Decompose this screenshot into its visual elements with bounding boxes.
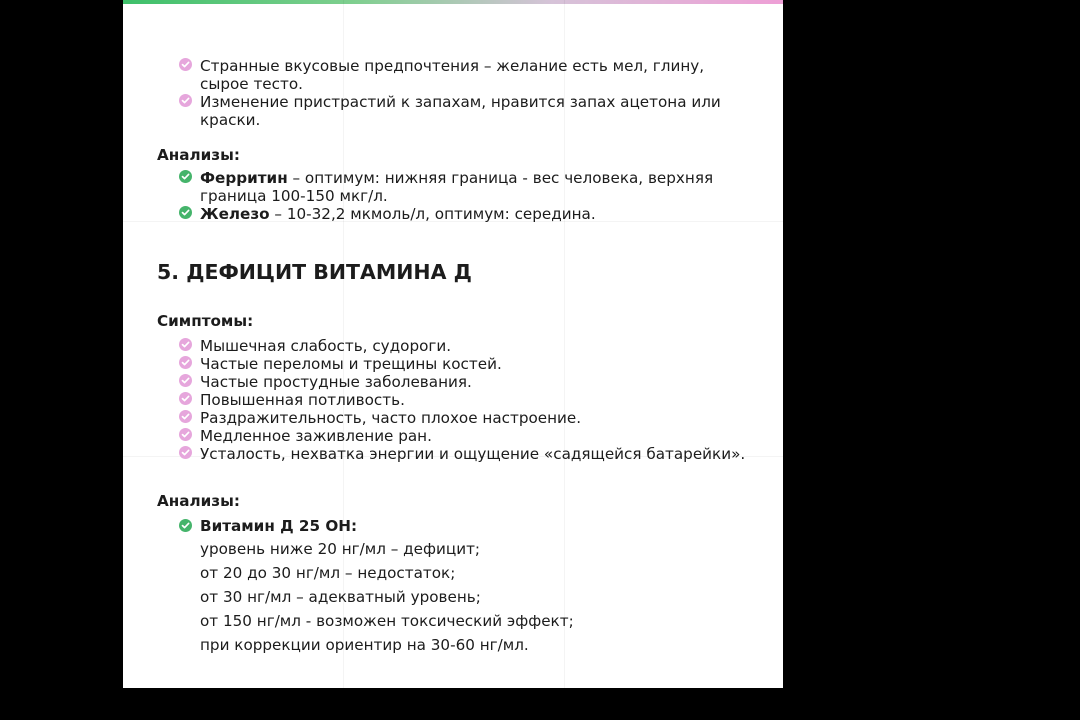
pink-check-circle-icon	[179, 374, 192, 387]
symptom-text: Медленное заживление ран.	[200, 427, 432, 445]
symptom-item	[157, 391, 757, 409]
analysis-line: от 30 нг/мл – адекватный уровень;	[200, 588, 481, 606]
green-check-circle-icon	[179, 206, 192, 219]
analysis-line: от 20 до 30 нг/мл – недостаток;	[200, 564, 456, 582]
green-check-circle-icon	[179, 519, 192, 532]
pink-check-circle-icon	[179, 392, 192, 405]
symptom-item	[157, 93, 757, 129]
analysis-text: – оптимум: нижняя граница - вес человека, верхняя граница 100-150 мкг/л.	[200, 169, 714, 205]
symptom-item	[157, 337, 757, 355]
analysis-line: при коррекции ориентир на 30-60 нг/мл.	[200, 636, 529, 654]
symptom-text: Частые переломы и трещины костей.	[200, 355, 502, 373]
section-heading: 5. ДЕФИЦИТ ВИТАМИНА Д	[157, 260, 472, 284]
symptom-item	[157, 445, 757, 463]
symptom-text: Повышенная потливость.	[200, 391, 405, 409]
symptom-text: Изменение пристрастий к запахам, нравится запах ацетона или краски.	[200, 93, 721, 129]
symptom-text: Усталость, нехватка энергии и ощущение «садящейся батарейки».	[200, 445, 746, 463]
analysis-line: уровень ниже 20 нг/мл – дефицит;	[200, 540, 481, 558]
symptom-text: Раздражительность, часто плохое настроение.	[200, 409, 582, 427]
document-content	[157, 57, 757, 657]
analysis-name: Витамин Д 25 ОН:	[200, 517, 358, 535]
symptom-item	[157, 409, 757, 427]
pink-check-circle-icon	[179, 356, 192, 369]
symptom-item	[157, 355, 757, 373]
green-check-circle-icon	[179, 170, 192, 183]
symptom-item	[157, 373, 757, 391]
analysis-name: Железо	[200, 205, 270, 223]
pink-check-circle-icon	[179, 94, 192, 107]
document-page	[123, 0, 783, 688]
analyses-label: Анализы:	[157, 146, 240, 164]
pink-check-circle-icon	[179, 58, 192, 71]
pink-check-circle-icon	[179, 338, 192, 351]
analysis-item	[157, 169, 757, 205]
symptom-item	[157, 57, 757, 93]
symptom-text: Странные вкусовые предпочтения – желание есть мел, глину, сырое тесто.	[200, 57, 705, 93]
analyses-label: Анализы:	[157, 492, 240, 510]
pink-check-circle-icon	[179, 410, 192, 423]
analysis-line: от 150 нг/мл - возможен токсический эффект;	[200, 612, 574, 630]
pink-check-circle-icon	[179, 446, 192, 459]
analysis-item	[157, 205, 757, 223]
symptoms-label: Симптомы:	[157, 312, 254, 330]
symptom-list	[157, 337, 757, 463]
symptom-text: Частые простудные заболевания.	[200, 373, 472, 391]
analysis-item	[157, 515, 757, 537]
analysis-name: Ферритин	[200, 169, 288, 187]
analysis-text: – 10-32,2 мкмоль/л, оптимум: середина.	[269, 205, 596, 223]
top-accent-bar	[123, 0, 783, 4]
symptom-item	[157, 427, 757, 445]
pink-check-circle-icon	[179, 428, 192, 441]
symptom-text: Мышечная слабость, судороги.	[200, 337, 452, 355]
analysis-lines	[157, 537, 757, 657]
